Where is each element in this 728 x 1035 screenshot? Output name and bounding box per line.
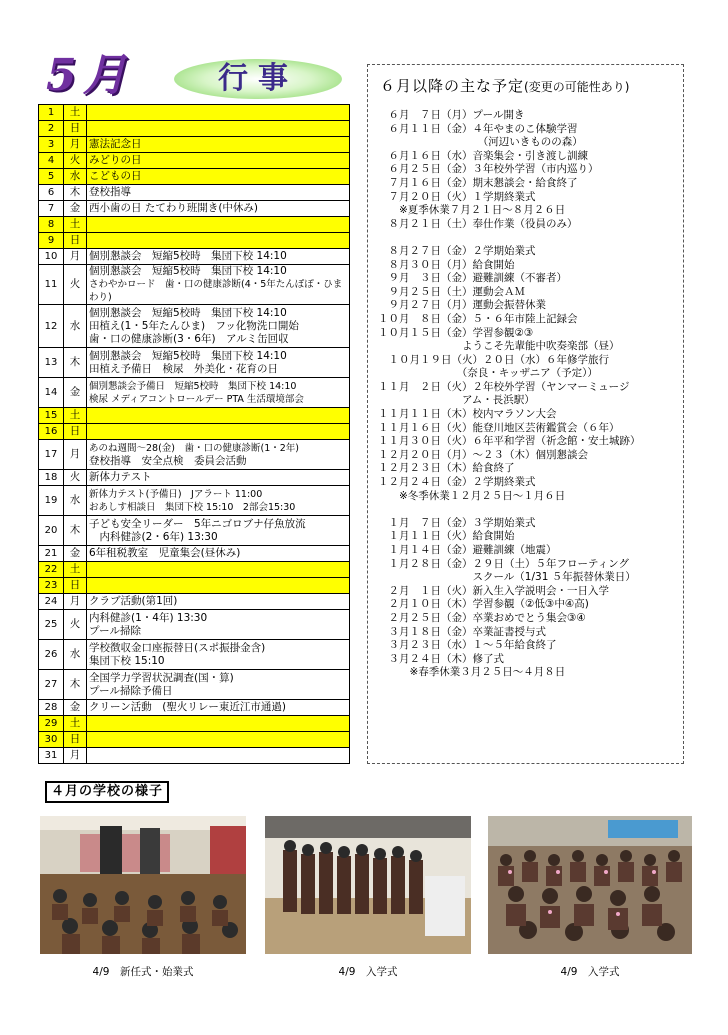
calendar-row (39, 424, 350, 440)
calendar-row (39, 748, 350, 764)
schedule-item: １月１４日（金）避難訓練（地震） (378, 544, 557, 556)
calendar-event: みどりの日 (89, 154, 142, 166)
calendar-date: 14 (39, 378, 64, 408)
calendar-events (87, 121, 350, 137)
calendar-row (39, 594, 350, 610)
calendar-event: 憲法記念日 (89, 138, 142, 150)
schedule-heading-text: ６月以降の主な予定 (380, 77, 525, 95)
calendar-weekday: 月 (64, 137, 87, 153)
calendar-date: 30 (39, 732, 64, 748)
calendar-row (39, 562, 350, 578)
schedule-item: １０月１９日（火）２０日（水）６年修学旅行 (378, 353, 609, 366)
calendar-weekday: 土 (64, 105, 87, 121)
schedule-box (367, 64, 684, 764)
calendar-weekday: 月 (64, 440, 87, 470)
calendar-date: 23 (39, 578, 64, 594)
calendar-row (39, 440, 350, 470)
schedule-item: ３月１８日（金）卒業証書授与式 (378, 625, 546, 638)
schedule-item: ６月２５日（金）３年校外学習（市内巡り） (378, 163, 599, 176)
calendar-weekday: 火 (64, 265, 87, 305)
calendar-events (87, 169, 350, 185)
calendar-row (39, 516, 350, 546)
schedule-item: １２月２０日（月）～２３（木）個別懇談会 (378, 448, 588, 461)
calendar-date: 27 (39, 670, 64, 700)
calendar-event: 新体力テスト(予備日) Jアラート 11:00 (89, 488, 263, 500)
schedule-list (378, 109, 678, 680)
calendar-weekday: 日 (64, 233, 87, 249)
schedule-item: アム・長浜駅） (378, 394, 535, 407)
calendar-event: 学校徴収金口座振替日(スポ振掛金含) (89, 641, 266, 654)
month-title: 5月 (46, 50, 133, 101)
page-title (40, 50, 360, 102)
calendar-weekday: 木 (64, 185, 87, 201)
schedule-item: ２月２５日（金）卒業おめでとう集会③④ (378, 611, 586, 624)
photo-opening-ceremony (40, 816, 246, 954)
calendar-row (39, 578, 350, 594)
calendar-row (39, 408, 350, 424)
calendar-date: 18 (39, 470, 64, 486)
calendar-events (87, 440, 350, 470)
calendar-events (87, 748, 350, 764)
schedule-item: ６月１１日（金）４年やまのこ体験学習 (378, 122, 578, 135)
calendar-events (87, 249, 350, 265)
calendar-row (39, 217, 350, 233)
calendar-event: プール掃除 (89, 624, 141, 637)
calendar-date: 21 (39, 546, 64, 562)
title-label: 行事 (218, 61, 298, 96)
calendar-row (39, 700, 350, 716)
schedule-item: （河辺いきものの森） (378, 136, 583, 149)
calendar-event: 内科健診(2・6年) 13:30 (89, 530, 218, 543)
schedule-heading (380, 75, 629, 96)
calendar-weekday: 水 (64, 486, 87, 516)
schedule-item: ３月２４日（木）修了式 (378, 652, 504, 665)
schedule-item: ７月１６日（金）期末懇談会・給食終了 (378, 176, 578, 189)
calendar-events (87, 217, 350, 233)
calendar-events (87, 185, 350, 201)
calendar-row (39, 137, 350, 153)
calendar-date: 9 (39, 233, 64, 249)
calendar-date: 20 (39, 516, 64, 546)
schedule-item: ※冬季休業１２月２５日～１月６日 (378, 489, 566, 502)
calendar-weekday: 金 (64, 700, 87, 716)
schedule-item (378, 231, 678, 245)
calendar-events (87, 105, 350, 121)
calendar-date: 12 (39, 305, 64, 348)
schedule-item: ９月２７日（月）運動会振替休業 (378, 299, 546, 312)
calendar-weekday: 木 (64, 670, 87, 700)
calendar-events (87, 640, 350, 670)
calendar-events (87, 348, 350, 378)
schedule-item: １１月１１日（木）校内マラソン大会 (378, 408, 557, 421)
calendar-row (39, 105, 350, 121)
schedule-item: ３月２３日（水）１～５年給食終了 (378, 639, 557, 652)
schedule-item: １２月２３日（木）給食終了 (378, 462, 515, 475)
photo-caption-2: 4/9 入学式 (338, 966, 398, 978)
calendar-event: クリーン活動 (聖火リレー東近江市通過) (89, 701, 286, 713)
calendar-date: 4 (39, 153, 64, 169)
calendar-date: 5 (39, 169, 64, 185)
calendar-weekday: 木 (64, 516, 87, 546)
calendar-weekday: 土 (64, 562, 87, 578)
calendar-date: 26 (39, 640, 64, 670)
calendar-events (87, 670, 350, 700)
calendar-row (39, 486, 350, 516)
schedule-item: ８月２１日（土）奉仕作業（役員のみ） (378, 217, 578, 230)
calendar-events (87, 700, 350, 716)
schedule-item: ※春季休業３月２５日～４月８日 (378, 666, 566, 679)
calendar-row (39, 732, 350, 748)
calendar-events (87, 516, 350, 546)
calendar-events (87, 265, 350, 305)
calendar-event: あのね週間～28(金) 歯・口の健康診断(1・2年) (89, 442, 300, 454)
schedule-item: ８月２７日（金）２学期始業式 (378, 244, 536, 257)
calendar-event: こどもの日 (89, 170, 142, 182)
calendar-event: 登校指導 安全点検 委員会活動 (89, 454, 247, 467)
schedule-item: １１月１６日（火）能登川地区芸術鑑賞会（６年） (378, 421, 620, 434)
calendar-weekday: 火 (64, 610, 87, 640)
schedule-item: ９月２５日（土）運動会ＡＭ (378, 285, 525, 298)
schedule-item: ９月 ３日（金）避難訓練（不審者） (378, 272, 567, 285)
calendar-events (87, 594, 350, 610)
calendar-weekday: 金 (64, 378, 87, 408)
calendar-row (39, 546, 350, 562)
calendar-row (39, 670, 350, 700)
calendar-date: 7 (39, 201, 64, 217)
schedule-item: ２月 １日（火）新入生入学説明会・一日入学 (378, 584, 609, 597)
calendar-weekday: 日 (64, 732, 87, 748)
calendar-row (39, 201, 350, 217)
calendar-events (87, 470, 350, 486)
calendar-events (87, 378, 350, 408)
calendar-weekday: 日 (64, 578, 87, 594)
schedule-item: １月２８日（金）２９日（土）５年フローティング (378, 557, 629, 570)
schedule-item: ６月１６日（水）音楽集会・引き渡し訓練 (378, 149, 588, 162)
calendar-event: 新体力テスト (89, 471, 152, 483)
calendar-date: 15 (39, 408, 64, 424)
calendar-events (87, 408, 350, 424)
calendar-event: 6年租税教室 児童集会(昼休み) (89, 547, 241, 559)
schedule-note: (変更の可能性あり) (524, 80, 630, 94)
schedule-item: ７月２０日（火）１学期終業式 (378, 190, 536, 203)
calendar-weekday: 月 (64, 594, 87, 610)
schedule-item: ２月１０日（木）学習参観（②低③中④高) (378, 598, 589, 611)
calendar-row (39, 153, 350, 169)
calendar-event: プール掃除予備日 (89, 684, 173, 697)
calendar-weekday: 火 (64, 470, 87, 486)
calendar-event: 検尿 メディアコントロールデー PTA 生活環境部会 (89, 393, 304, 405)
calendar-weekday: 月 (64, 748, 87, 764)
calendar-weekday: 月 (64, 249, 87, 265)
calendar-event: 田植え(1・5年たんひま) フッ化物洗口開始 (89, 319, 299, 332)
calendar-events (87, 610, 350, 640)
calendar-events (87, 716, 350, 732)
schedule-item: ８月３０日（月）給食開始 (378, 258, 515, 271)
calendar-event: おあしす相談日 集団下校 15:10 2部会15:30 (89, 501, 296, 513)
photos-heading: ４月の学校の様子 (45, 781, 169, 803)
calendar-date: 10 (39, 249, 64, 265)
calendar-weekday: 日 (64, 424, 87, 440)
calendar-date: 3 (39, 137, 64, 153)
schedule-item: １月 ７日（金）３学期始業式 (378, 516, 536, 529)
calendar-weekday: 土 (64, 716, 87, 732)
calendar-row (39, 185, 350, 201)
calendar-event: 内科健診(1・4年) 13:30 (89, 611, 208, 624)
calendar-event: 個別懇談会 短縮5校時 集団下校 14:10 (89, 265, 287, 277)
calendar-events (87, 233, 350, 249)
photo-caption-1: 4/9 新任式・始業式 (92, 966, 194, 978)
calendar-date: 31 (39, 748, 64, 764)
calendar-date: 22 (39, 562, 64, 578)
may-calendar (38, 104, 350, 764)
calendar-event: 西小歯の日 たてわり班開き(中休み) (89, 202, 259, 214)
calendar-event: 個別懇談会 短縮5校時 集団下校 14:10 (89, 349, 287, 362)
calendar-row (39, 378, 350, 408)
calendar-events (87, 305, 350, 348)
schedule-item: ようこそ先輩能中吹奏楽部（昼） (378, 340, 620, 353)
calendar-row (39, 169, 350, 185)
photo-caption-3: 4/9 入学式 (560, 966, 620, 978)
calendar-event: 個別懇談会 短縮5校時 集団下校 14:10 (89, 250, 287, 262)
calendar-weekday: 金 (64, 546, 87, 562)
calendar-event: 集団下校 15:10 (89, 654, 165, 667)
schedule-item: ※夏季休業７月２１日～８月２６日 (378, 204, 566, 217)
calendar-row (39, 348, 350, 378)
calendar-date: 28 (39, 700, 64, 716)
photo-entrance-ceremony-2 (488, 816, 692, 954)
calendar-date: 16 (39, 424, 64, 440)
calendar-weekday: 土 (64, 217, 87, 233)
schedule-item: １１月３０日（火）６年平和学習（祈念館・安土城跡） (378, 435, 641, 448)
schedule-item: （奈良・キッザニア（予定）） (378, 367, 598, 380)
calendar-row (39, 470, 350, 486)
calendar-events (87, 546, 350, 562)
schedule-item: スクール（1/31 ５年振替休業日） (378, 571, 636, 584)
schedule-item: １月１１日（火）給食開始 (378, 530, 515, 543)
calendar-weekday: 水 (64, 169, 87, 185)
calendar-date: 25 (39, 610, 64, 640)
schedule-item: １０月 ８日（金）５・６年市陸上記録会 (378, 312, 578, 325)
calendar-events (87, 153, 350, 169)
schedule-item (378, 503, 678, 517)
schedule-item: １０月１５日（金）学習参観②③ (378, 326, 534, 339)
calendar-event: 登校指導 (89, 186, 131, 198)
calendar-row (39, 121, 350, 137)
calendar-date: 2 (39, 121, 64, 137)
calendar-weekday: 水 (64, 305, 87, 348)
calendar-event: 全国学力学習状況調査(国・算) (89, 671, 234, 684)
calendar-date: 11 (39, 265, 64, 305)
calendar-weekday: 木 (64, 348, 87, 378)
calendar-event: 歯・口の健康診断(3・6年) アルミ缶回収 (89, 332, 289, 345)
calendar-weekday: 土 (64, 408, 87, 424)
calendar-events (87, 562, 350, 578)
calendar-event: 子ども安全リーダー 5年ニゴロブナ仔魚放流 (89, 517, 306, 530)
calendar-event: クラブ活動(第1回) (89, 595, 178, 607)
calendar-row (39, 249, 350, 265)
calendar-row (39, 305, 350, 348)
calendar-row (39, 716, 350, 732)
calendar-row (39, 640, 350, 670)
calendar-weekday: 水 (64, 640, 87, 670)
calendar-event: 田植え予備日 検尿 外美化・花育の日 (89, 362, 278, 375)
photo-entrance-ceremony-1 (265, 816, 471, 954)
calendar-date: 1 (39, 105, 64, 121)
calendar-events (87, 578, 350, 594)
calendar-date: 13 (39, 348, 64, 378)
calendar-weekday: 金 (64, 201, 87, 217)
schedule-item: １１月 ２日（火）２年校外学習（ヤンマーミュージ (378, 380, 630, 393)
calendar-row (39, 265, 350, 305)
calendar-date: 17 (39, 440, 64, 470)
calendar-events (87, 424, 350, 440)
calendar-row (39, 610, 350, 640)
calendar-row (39, 233, 350, 249)
schedule-item: １２月２４日（金）２学期終業式 (378, 476, 536, 489)
title-badge (174, 59, 342, 99)
calendar-date: 24 (39, 594, 64, 610)
calendar-events (87, 201, 350, 217)
calendar-weekday: 日 (64, 121, 87, 137)
schedule-item: ６月 ７日（月）プール開き (378, 109, 525, 121)
calendar-event: 個別懇談会 短縮5校時 集団下校 14:10 (89, 306, 287, 319)
calendar-date: 6 (39, 185, 64, 201)
calendar-date: 19 (39, 486, 64, 516)
calendar-weekday: 火 (64, 153, 87, 169)
calendar-date: 8 (39, 217, 64, 233)
calendar-event: さわやかロード 歯・口の健康診断(4・5年たんぽぽ・ひまわり) (89, 279, 343, 303)
calendar-event: 個別懇談会予備日 短縮5校時 集団下校 14:10 (89, 380, 297, 392)
calendar-events (87, 486, 350, 516)
calendar-date: 29 (39, 716, 64, 732)
calendar-events (87, 732, 350, 748)
calendar-events (87, 137, 350, 153)
